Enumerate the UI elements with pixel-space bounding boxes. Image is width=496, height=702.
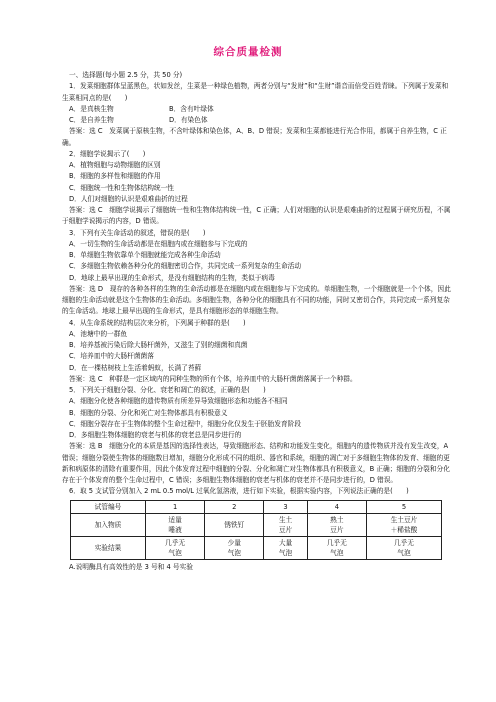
- row-label: 加入物质: [71, 513, 146, 536]
- question-5: 5．下列关于细胞分裂、分化、衰老和凋亡的叙述，正确的是( ): [69, 386, 266, 394]
- option-c: C．是自养生物: [69, 116, 114, 124]
- option-a: A．池塘中的一群鱼: [69, 329, 128, 338]
- table-cell: 试管编号: [71, 500, 146, 513]
- table-cell: 几乎无 气泡: [145, 536, 204, 559]
- option-b: B．含有叶绿体: [169, 104, 214, 113]
- option-d: D．人们对细胞的认识是艰难曲折的过程: [69, 194, 188, 203]
- option-b: B．细胞的分裂、分化和死亡对生物体都具有积极意义: [69, 408, 228, 417]
- option-c: C．多细胞生物依赖各种分化的细胞密切合作，共同完成一系列复杂的生命活动: [69, 262, 302, 271]
- table-cell: 3: [264, 500, 307, 513]
- option-a: A．一切生物的生命活动都是在细胞内或在细胞参与下完成的: [69, 239, 248, 248]
- option-c: C．细胞统一性和生物体结构统一性: [69, 183, 174, 192]
- option-b: B．细胞的多样性和细胞的作用: [69, 172, 161, 181]
- option-a: A．植物细胞与动物细胞的区别: [69, 161, 161, 169]
- question-1: 1．发菜细胞群体呈蓝黑色，状如发丝，生菜是一种绿色植物，两者分别与“发财”和“生财”谐音而倍受百姓青睐。下列属于发菜和生菜相同点的是( ): [62, 82, 449, 102]
- table-cell: 少量 气泡: [205, 536, 264, 559]
- answer-3: 答案：选 D 现存的各种各样的生物的生命活动都是在细胞内或在细胞参与下完成的。单细胞生物，一个细胞就是一个个体，因此细胞的生命活动就是这个生物体的生命活动。多细胞生物，各种分化的细胞具有不同的功能，同时又密切合作，共同完成一系列复杂的生命活动。地球上最早出现的生命形式，是具有细胞形态的单细胞生物。: [62, 284, 451, 316]
- table-cell: 几乎无 气泡: [366, 536, 441, 559]
- question-6: 6．取 5 支试管分别加入 2 mL 0.5 mol/L 过氧化氢溶液，进行如下实验，根据实验内容，下列说法正确的是( ): [69, 487, 409, 496]
- option-c: C．培养皿中的大肠杆菌菌落: [69, 352, 154, 361]
- option-b: B．单细胞生物依靠单个细胞就能完成各种生命活动: [69, 251, 221, 259]
- page-title: 综合质量检测: [213, 46, 283, 58]
- answer-2: 答案：选 C 细胞学说揭示了细胞统一性和生物体结构统一性，C 正确；人们对细胞的认识是艰难曲折的过程属于研究历程，不属于细胞学说揭示的内容，D 错误。: [62, 206, 451, 226]
- table-cell: 几乎无 气泡: [307, 536, 366, 559]
- table-row: [71, 513, 442, 536]
- document-body: [62, 70, 452, 573]
- option-a: A.说明酶具有高效性的是 3 号和 4 号实验: [69, 562, 193, 571]
- option-d: D．多细胞生物体细胞的衰老与机体的衰老总是同步进行的: [69, 431, 242, 439]
- experiment-table: [70, 500, 442, 560]
- question-1-options-row-1: [62, 104, 452, 115]
- section-heading: 一、选择题(每小题 2.5 分，共 50 分): [69, 71, 183, 79]
- option-d: D．地球上最早出现的生命形式，是没有细胞结构的生物，类似于病毒: [69, 273, 275, 282]
- option-d: D．有染色体: [169, 116, 208, 124]
- table-cell: 2: [205, 500, 264, 513]
- option-d: D．在一棵枯树枝上生活着蚂蚁，长满了苔藓: [69, 363, 202, 372]
- answer-4: 答案：选 C 种群是一定区域内的同种生物的所有个体，培养皿中的大肠杆菌菌落属于一个种群。: [69, 374, 357, 383]
- table-cell: 适量 唾液: [145, 513, 204, 536]
- question-3: 3．下列有关生命活动的叙述，错误的是( ): [69, 228, 206, 237]
- table-cell: 熟土 豆片: [307, 513, 366, 536]
- question-4: 4．从生命系统的结构层次来分析，下列属于种群的是( ): [69, 318, 246, 327]
- answer-1: 答案：选 C 发菜属于原核生物，不含叶绿体和染色体，A、B、D 错误；发菜和生菜都能进行光合作用，都属于自养生物，C 正确。: [62, 127, 447, 147]
- table-cell: 大量 气泡: [264, 536, 307, 559]
- table-row: [71, 536, 442, 559]
- answer-5: 答案：选 B 细胞分化的本质是基因的选择性表达，导致细胞形态、结构和功能发生变化，细胞内的遗传物质并没有发生改变，A 错误；细胞分裂使生物体的细胞数目增加，细胞分化形成不同的组织、器官和系统，细胞的凋亡对于多细胞生物体的发育、细胞的更新和病原体的清除有重要作用，因此个体发育过程中细胞的分裂、分化和凋亡对生物体都具有积极意义，B 正确；细胞的分裂和分化存在于个体发育的整个生命过程中，C 错误；多细胞生物体细胞的衰老与机体的衰老并不是同步进行的，D 错误。: [62, 442, 450, 484]
- table-cell: 1: [145, 500, 204, 513]
- option-a: A．细胞分化使各种细胞的遗传物质有所差异导致细胞形态和功能各不相同: [69, 397, 288, 406]
- option-b: B．培养基被污染后除大肠杆菌外，又滋生了别的细菌和真菌: [69, 341, 248, 349]
- option-a: A．是真核生物: [69, 104, 114, 113]
- table-header-row: [71, 500, 442, 513]
- row-label: 实验结果: [71, 536, 146, 559]
- question-2: 2．细胞学说揭示了( ): [69, 149, 146, 158]
- option-c: C．细胞分裂存在于生物体的整个生命过程中，细胞分化仅发生于胚胎发育阶段: [69, 419, 302, 428]
- table-cell: 生土 豆片: [264, 513, 307, 536]
- table-cell: 锈铁钉: [205, 513, 264, 536]
- table-cell: 生土豆片 ＋稀盐酸: [366, 513, 441, 536]
- table-cell: 5: [366, 500, 441, 513]
- table-cell: 4: [307, 500, 366, 513]
- question-1-options-row-2: [62, 115, 452, 126]
